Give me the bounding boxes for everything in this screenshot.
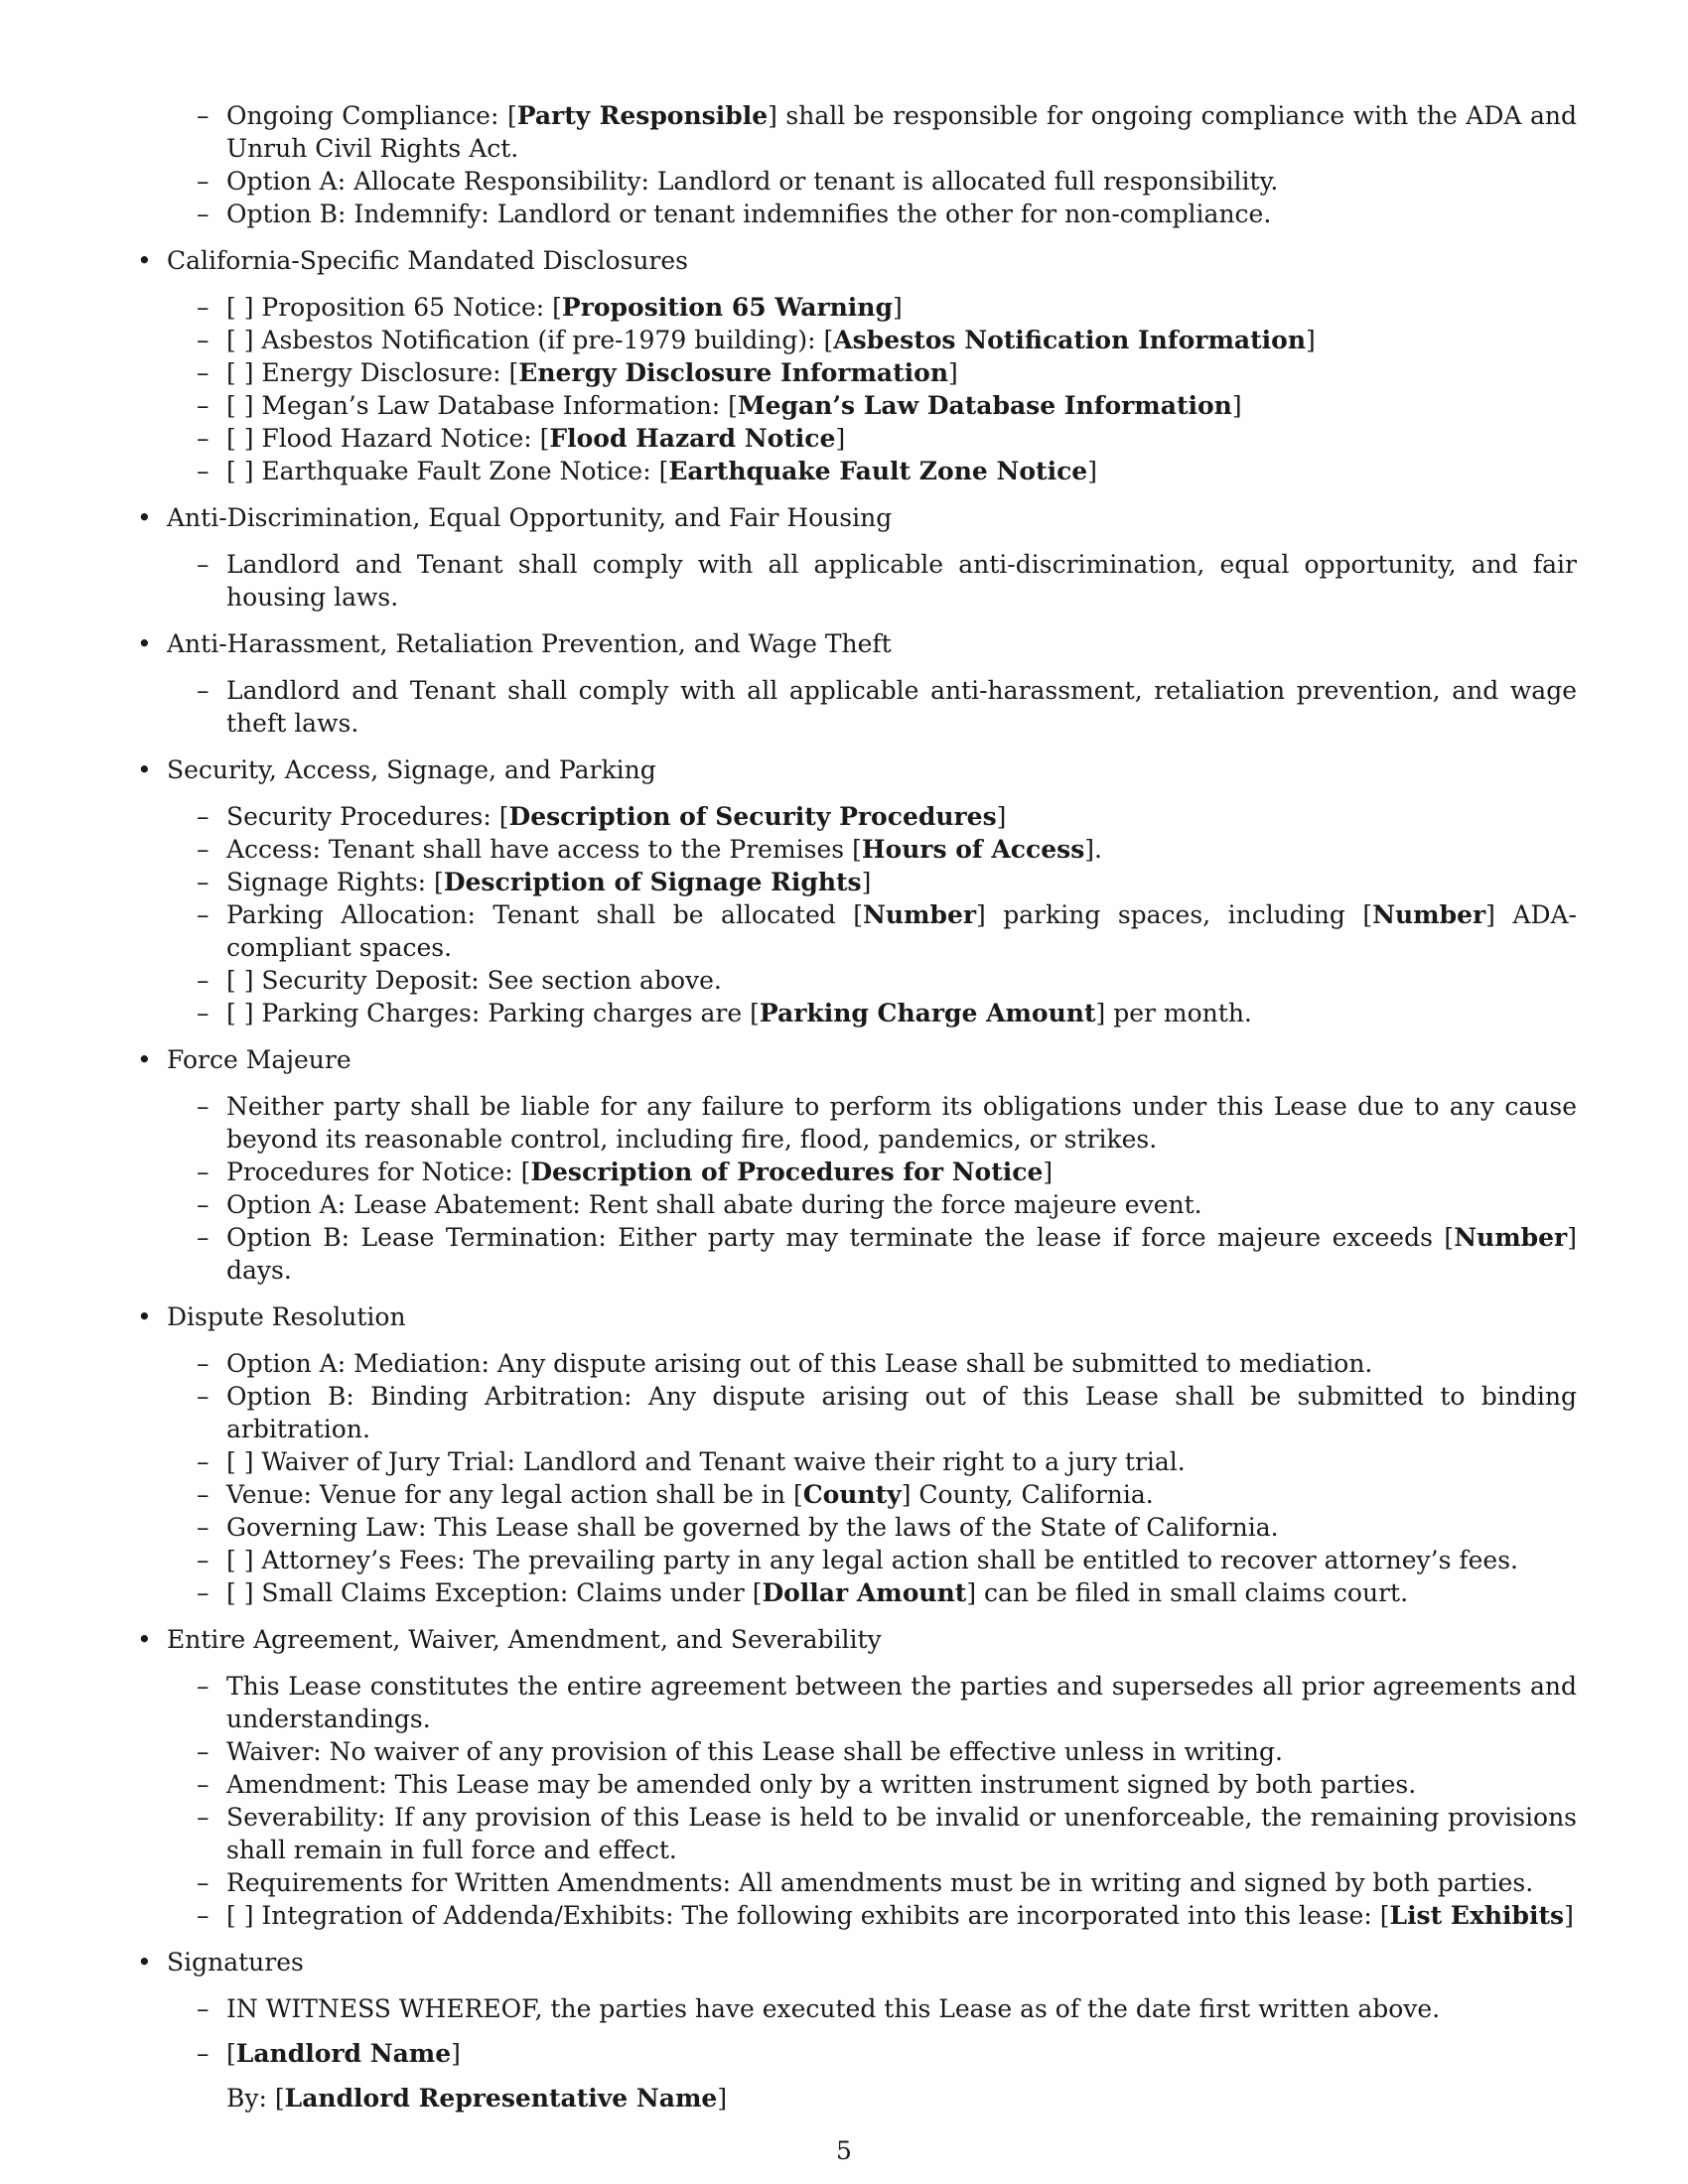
text-run: Neither party shall be liable for any failure to perform its obligations under this Lease due to any cause beyond its reasonable control, including fire, flood, pandemics, or strikes. xyxy=(226,1092,1577,1154)
text-run: Ongoing Compliance: xyxy=(226,101,507,130)
text-run: [ ] Proposition 65 Notice: [ xyxy=(226,293,562,322)
text-run: ] xyxy=(1087,457,1097,485)
section-title: Entire Agreement, Waiver, Amendment, and Severability xyxy=(167,1625,882,1654)
clause-item xyxy=(197,1221,1577,1287)
text-run: Venue: Venue for any legal action shall be in [ xyxy=(226,1480,803,1509)
placeholder-field: Description of Signage Rights xyxy=(443,868,862,896)
text-run: Amendment: This Lease may be amended only by a written instrument signed by both parties. xyxy=(226,1770,1417,1799)
section xyxy=(137,99,1577,230)
text-run: [ ] Flood Hazard Notice: [ xyxy=(226,424,550,453)
text-run: ] xyxy=(1231,391,1242,420)
placeholder-field: Number xyxy=(862,900,977,929)
text-run: Procedures for Notice: [ xyxy=(226,1158,531,1186)
text-run: ] xyxy=(861,868,872,896)
section-title: Security, Access, Signage, and Parking xyxy=(167,755,656,784)
text-run: Security Procedures: [ xyxy=(226,802,509,831)
bullet-icon: • xyxy=(137,1948,152,1977)
dash-icon: – xyxy=(197,1223,210,1252)
text-run: ] xyxy=(1564,1901,1574,1930)
text-run: [ xyxy=(226,2039,236,2068)
dash-icon: – xyxy=(197,550,210,579)
placeholder-field: Landlord Name xyxy=(235,2039,452,2068)
text-run: Option A: Lease Abatement: Rent shall abate during the force majeure event. xyxy=(226,1190,1202,1219)
clause-list xyxy=(167,99,1577,230)
clause-item xyxy=(197,389,1577,422)
placeholder-field: List Exhibits xyxy=(1389,1901,1565,1930)
placeholder-field: Hours of Access xyxy=(861,835,1085,864)
placeholder-field: County xyxy=(802,1480,902,1509)
dash-icon: – xyxy=(197,1382,210,1411)
clause-item xyxy=(197,1670,1577,1735)
dash-icon: – xyxy=(197,1672,210,1701)
text-run: ] parking spaces, including [ xyxy=(976,900,1373,929)
placeholder-field: Party Responsible xyxy=(516,101,769,130)
bullet-icon: • xyxy=(137,629,152,658)
text-run: ] County, California. xyxy=(901,1480,1154,1509)
text-run: ] xyxy=(1306,326,1316,354)
section xyxy=(137,244,1577,487)
text-run: IN WITNESS WHEREOF, the parties have executed this Lease as of the date first written above. xyxy=(226,1994,1441,2023)
clause-item xyxy=(197,1544,1577,1576)
section xyxy=(137,1300,1577,1609)
placeholder-field: Description of Security Procedures xyxy=(508,802,997,831)
text-run: Governing Law: This Lease shall be governed by the laws of the State of California. xyxy=(226,1513,1279,1542)
clause-list xyxy=(167,1347,1577,1609)
dash-icon: – xyxy=(197,676,210,705)
bullet-icon: • xyxy=(137,1625,152,1654)
placeholder-field: Number xyxy=(1372,900,1486,929)
text-run: ] xyxy=(451,2039,461,2068)
clause-item xyxy=(197,1899,1577,1932)
section-title: Anti-Harassment, Retaliation Prevention, and Wage Theft xyxy=(167,629,892,658)
clause-list xyxy=(167,1090,1577,1287)
clause-item xyxy=(197,356,1577,389)
placeholder-field: Parking Charge Amount xyxy=(759,999,1096,1027)
text-run: By: [ xyxy=(226,2084,285,2113)
clause-item xyxy=(197,165,1577,198)
text-run: [ ] Asbestos Notification (if pre-1979 building): [ xyxy=(226,326,834,354)
clause-item xyxy=(197,964,1577,997)
text-run: ] xyxy=(717,2084,728,2113)
section-title: Signatures xyxy=(167,1948,304,1977)
clause-item xyxy=(197,1511,1577,1544)
dash-icon: – xyxy=(197,1803,210,1832)
placeholder-field: Number xyxy=(1454,1223,1568,1252)
dash-icon: – xyxy=(197,391,210,420)
clause-item xyxy=(197,198,1577,230)
clause-list xyxy=(167,800,1577,1029)
bullet-icon: • xyxy=(137,1045,152,1074)
text-run: ] shall be responsible for ongoing compliance with the ADA and Unruh Civil Rights Act. xyxy=(226,101,1577,163)
section xyxy=(137,1623,1577,1932)
clause-item xyxy=(197,674,1577,740)
placeholder-field: Flood Hazard Notice xyxy=(549,424,836,453)
dash-icon: – xyxy=(197,101,210,130)
dash-icon: – xyxy=(197,1994,210,2023)
dash-icon: – xyxy=(197,2039,210,2068)
clause-item xyxy=(197,291,1577,324)
dash-icon: – xyxy=(197,1480,210,1509)
text-run: ] xyxy=(996,802,1007,831)
text-run: Signage Rights: [ xyxy=(226,868,444,896)
placeholder-field: Megan’s Law Database Information xyxy=(737,391,1232,420)
clause-list xyxy=(167,291,1577,487)
clause-list xyxy=(167,548,1577,614)
dash-icon: – xyxy=(197,1447,210,1476)
clause-item xyxy=(197,422,1577,455)
document-body xyxy=(137,99,1577,2128)
clause-item xyxy=(197,548,1577,614)
text-run: [ ] Energy Disclosure: [ xyxy=(226,358,519,387)
dash-icon: – xyxy=(197,1578,210,1607)
section-list xyxy=(137,99,1577,2115)
text-run: Waiver: No waiver of any provision of this Lease shall be effective unless in writing. xyxy=(226,1737,1283,1766)
dash-icon: – xyxy=(197,200,210,228)
dash-icon: – xyxy=(197,358,210,387)
clause-item xyxy=(197,1801,1577,1866)
page-number: 5 xyxy=(836,2136,852,2165)
clause-item xyxy=(197,1576,1577,1609)
text-run: [ ] Earthquake Fault Zone Notice: [ xyxy=(226,457,669,485)
clause-item xyxy=(197,1478,1577,1511)
text-run: Landlord and Tenant shall comply with all applicable anti-discrimination, equal opportunity, and fair housing laws. xyxy=(226,550,1577,612)
clause-item xyxy=(197,1992,1577,2025)
clause-item xyxy=(197,99,1577,165)
dash-icon: – xyxy=(197,424,210,453)
clause-item xyxy=(197,324,1577,356)
clause-item xyxy=(197,833,1577,866)
text-run: Option A: Mediation: Any dispute arising out of this Lease shall be submitted to mediation. xyxy=(226,1349,1373,1378)
clause-item xyxy=(197,1735,1577,1768)
text-run: Requirements for Written Amendments: All amendments must be in writing and signed by both parties. xyxy=(226,1868,1534,1897)
text-run: ] xyxy=(1043,1158,1054,1186)
text-run: [ ] Security Deposit: See section above. xyxy=(226,966,722,995)
clause-item xyxy=(197,1768,1577,1801)
dash-icon: – xyxy=(197,868,210,896)
text-run: Access: Tenant shall have access to the Premises [ xyxy=(226,835,862,864)
text-run: Parking Allocation: Tenant shall be allocated [ xyxy=(226,900,863,929)
text-run: [ ] Megan’s Law Database Information: [ xyxy=(226,391,738,420)
text-run: Option B: Indemnify: Landlord or tenant indemnifies the other for non-compliance. xyxy=(226,200,1272,228)
clause-item xyxy=(197,455,1577,487)
bullet-icon: • xyxy=(137,1302,152,1331)
clause-item xyxy=(197,1445,1577,1478)
placeholder-field: Proposition 65 Warning xyxy=(561,293,893,322)
section-title: California-Specific Mandated Disclosures xyxy=(167,246,688,275)
text-run: ]. xyxy=(1084,835,1102,864)
clause-item xyxy=(197,997,1577,1029)
placeholder-field: Description of Procedures for Notice xyxy=(530,1158,1044,1186)
clause-item xyxy=(197,1866,1577,1899)
dash-icon: – xyxy=(197,900,210,929)
dash-icon: – xyxy=(197,1349,210,1378)
text-run: Option B: Binding Arbitration: Any dispute arising out of this Lease shall be submitted to binding arbitration. xyxy=(226,1382,1577,1443)
text-run: [ xyxy=(506,101,517,130)
bullet-icon: • xyxy=(137,503,152,532)
text-run: ] days. xyxy=(226,1223,1577,1285)
text-run: Option B: Lease Termination: Either party may terminate the lease if force majeure exceeds [ xyxy=(226,1223,1455,1252)
section xyxy=(137,1043,1577,1287)
clause-list xyxy=(167,1992,1577,2070)
placeholder-field: Dollar Amount xyxy=(762,1578,967,1607)
text-run: ] ADA-compliant spaces. xyxy=(226,900,1577,962)
dash-icon: – xyxy=(197,802,210,831)
dash-icon: – xyxy=(197,1737,210,1766)
dash-icon: – xyxy=(197,1158,210,1186)
placeholder-field: Landlord Representative Name xyxy=(284,2084,718,2113)
clause-item xyxy=(197,2037,1577,2070)
clause-item xyxy=(197,866,1577,898)
dash-icon: – xyxy=(197,999,210,1027)
dash-icon: – xyxy=(197,293,210,322)
dash-icon: – xyxy=(197,1092,210,1121)
bullet-icon: • xyxy=(137,246,152,275)
text-run: [ ] Small Claims Exception: Claims under [ xyxy=(226,1578,763,1607)
text-run: ] xyxy=(892,293,903,322)
section-title: Anti-Discrimination, Equal Opportunity, and Fair Housing xyxy=(167,503,893,532)
clause-list xyxy=(167,674,1577,740)
dash-icon: – xyxy=(197,966,210,995)
dash-icon: – xyxy=(197,1513,210,1542)
section-title: Force Majeure xyxy=(167,1045,352,1074)
clause-item xyxy=(197,898,1577,964)
dash-icon: – xyxy=(197,1901,210,1930)
clause-item xyxy=(197,800,1577,833)
dash-icon: – xyxy=(197,1190,210,1219)
placeholder-field: Earthquake Fault Zone Notice xyxy=(668,457,1088,485)
text-run: ] can be filed in small claims court. xyxy=(966,1578,1409,1607)
text-run: ] xyxy=(948,358,958,387)
text-run: Landlord and Tenant shall comply with all applicable anti-harassment, retaliation prevention, and wage theft laws. xyxy=(226,676,1577,738)
clause-item xyxy=(197,1188,1577,1221)
clause-item xyxy=(197,1347,1577,1380)
bullet-icon: • xyxy=(137,755,152,784)
clause-list xyxy=(167,1670,1577,1932)
section xyxy=(137,501,1577,614)
dash-icon: – xyxy=(197,1546,210,1574)
clause-item xyxy=(197,1380,1577,1445)
dash-icon: – xyxy=(197,1770,210,1799)
section xyxy=(137,753,1577,1029)
dash-icon: – xyxy=(197,835,210,864)
text-run: ] xyxy=(835,424,846,453)
text-run: [ ] Integration of Addenda/Exhibits: The following exhibits are incorporated into this lease: [ xyxy=(226,1901,1390,1930)
placeholder-field: Asbestos Notification Information xyxy=(833,326,1307,354)
signature-by-line xyxy=(167,2082,1577,2115)
text-run: [ ] Attorney’s Fees: The prevailing party in any legal action shall be entitled to recover attorney’s fees. xyxy=(226,1546,1519,1574)
text-run: [ ] Parking Charges: Parking charges are [ xyxy=(226,999,760,1027)
text-run: This Lease constitutes the entire agreement between the parties and supersedes all prior agreements and understandings. xyxy=(226,1672,1577,1733)
text-run: ] per month. xyxy=(1095,999,1252,1027)
dash-icon: – xyxy=(197,457,210,485)
dash-icon: – xyxy=(197,1868,210,1897)
dash-icon: – xyxy=(197,167,210,196)
section-title: Dispute Resolution xyxy=(167,1302,406,1331)
clause-item xyxy=(197,1090,1577,1156)
text-run: [ ] Waiver of Jury Trial: Landlord and Tenant waive their right to a jury trial. xyxy=(226,1447,1186,1476)
text-run: Option A: Allocate Responsibility: Landlord or tenant is allocated full responsibility. xyxy=(226,167,1279,196)
text-run: Severability: If any provision of this Lease is held to be invalid or unenforceable, the remaining provisions shall remain in full force and effect. xyxy=(226,1803,1577,1864)
section xyxy=(137,627,1577,740)
section xyxy=(137,1946,1577,2115)
dash-icon: – xyxy=(197,326,210,354)
placeholder-field: Energy Disclosure Information xyxy=(518,358,949,387)
clause-item xyxy=(197,1156,1577,1188)
